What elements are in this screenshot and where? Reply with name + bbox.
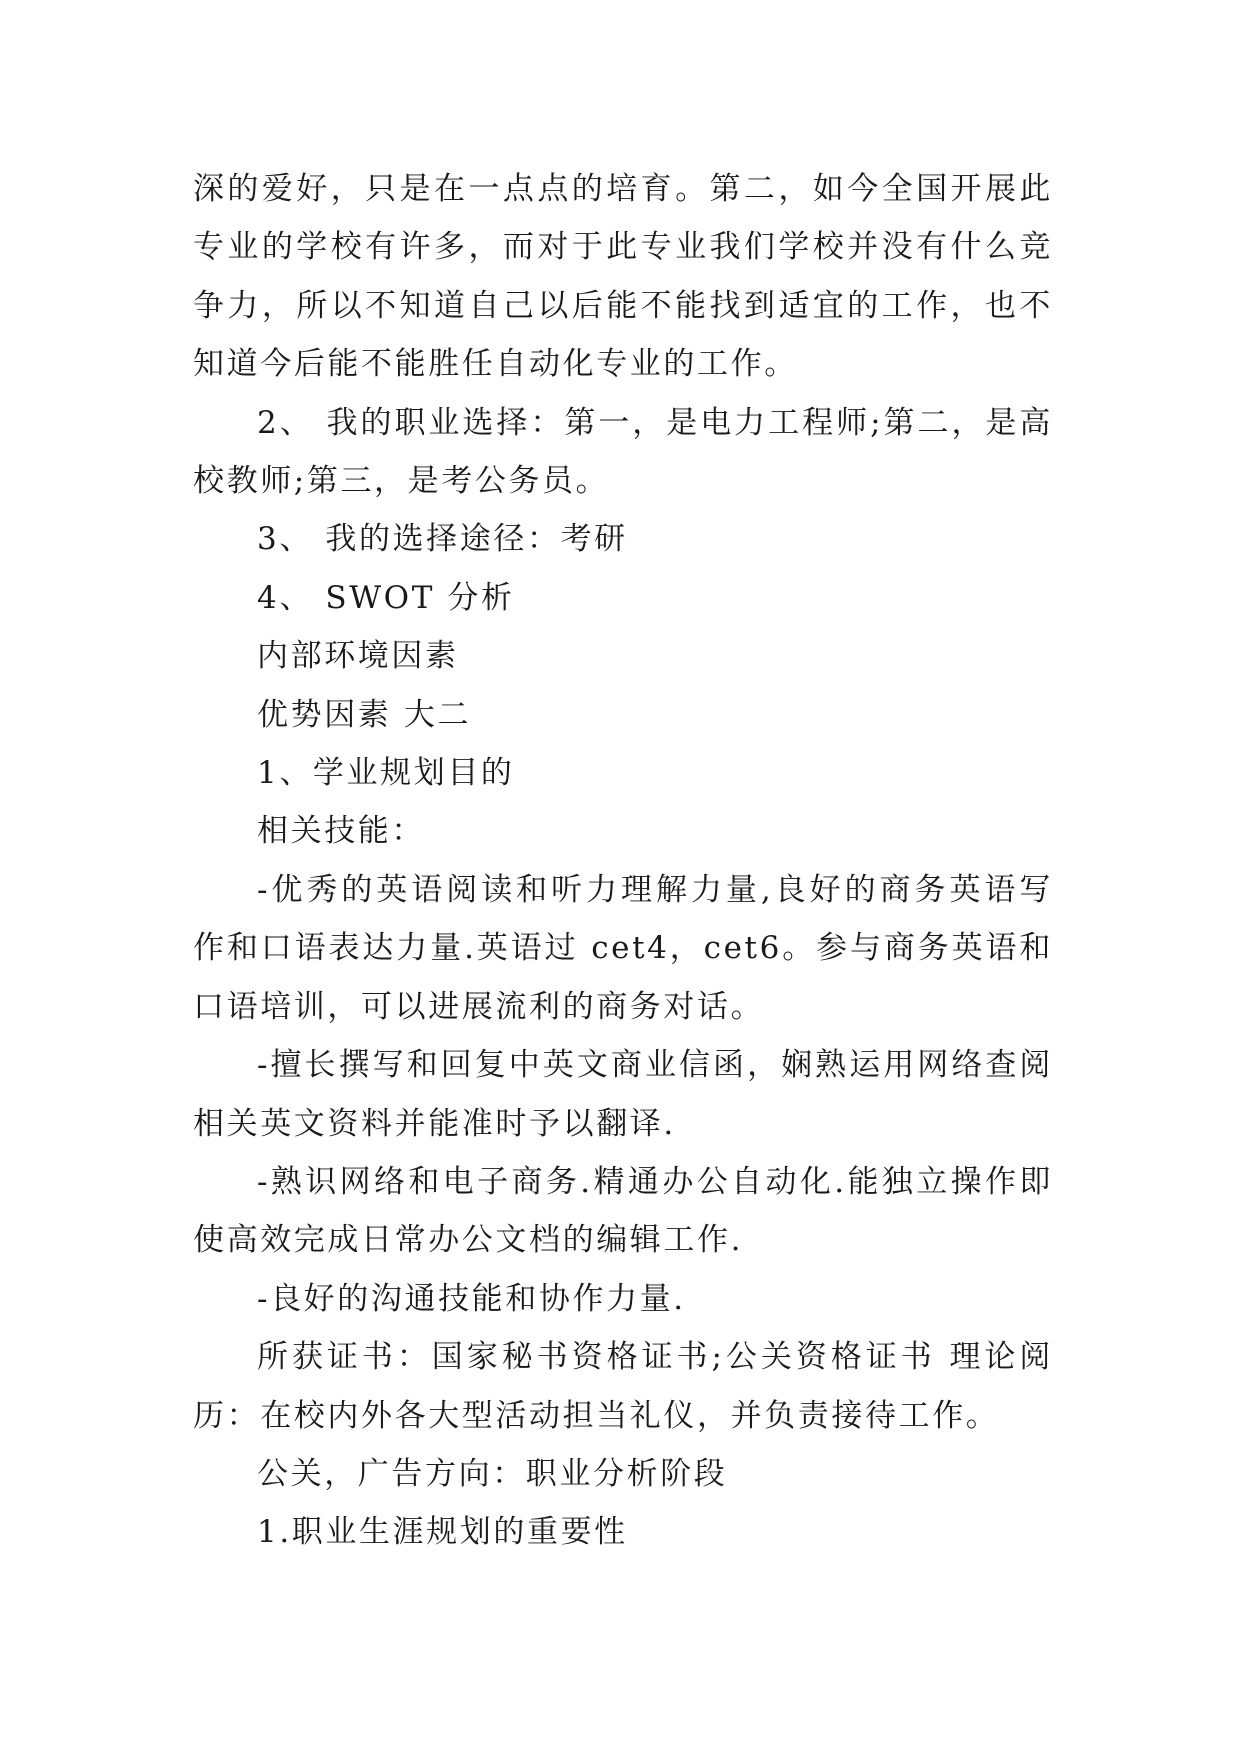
paragraph-skill-office: -熟识网络和电子商务.精通办公自动化.能独立操作即使高效完成日常办公文档的编辑工作.: [193, 1163, 1053, 1259]
paragraph-pr-direction: 公关，广告方向：职业分析阶段: [257, 1455, 728, 1492]
paragraph-skill-letters: -擅长撰写和回复中英文商业信函，娴熟运用网络查阅相关英文资料并能准时予以翻译.: [193, 1047, 1053, 1142]
paragraph-swot-heading: 4、 SWOT 分析: [257, 579, 515, 616]
paragraph-choice-path: 3、 我的选择途径：考研: [257, 521, 628, 558]
paragraph-certificates: 所获证书：国家秘书资格证书;公关资格证书 理论阅历：在校内外各大型活动担当礼仪，并负责接待工作。: [193, 1339, 1053, 1434]
paragraph-strength-factors: 优势因素 大二: [257, 696, 472, 733]
paragraph-career-importance: 1.职业生涯规划的重要性: [257, 1514, 628, 1551]
document-body: [193, 160, 1053, 1562]
paragraph-internal-factors: 内部环境因素: [257, 638, 459, 675]
paragraph-related-skills: 相关技能：: [257, 813, 425, 850]
paragraph-career-choice: 2、 我的职业选择：第一，是电力工程师;第二，是高校教师;第三，是考公务员。: [193, 404, 1053, 500]
paragraph-continuation: 深的爱好，只是在一点点的培育。第二，如今全国开展此专业的学校有许多，而对于此专业我们学校并没有什么竞争力，所以不知道自己以后能不能找到适宜的工作，也不知道今后能不能胜任自动化专业的工作。: [193, 171, 1053, 383]
paragraph-skill-communication: -良好的沟通技能和协作力量.: [257, 1280, 686, 1317]
paragraph-skill-english: -优秀的英语阅读和听力理解力量,良好的商务英语写作和口语表达力量.英语过 cet4，cet6。参与商务英语和口语培训，可以进展流利的商务对话。: [193, 871, 1053, 1025]
paragraph-study-plan-goal: 1、学业规划目的: [257, 755, 515, 792]
